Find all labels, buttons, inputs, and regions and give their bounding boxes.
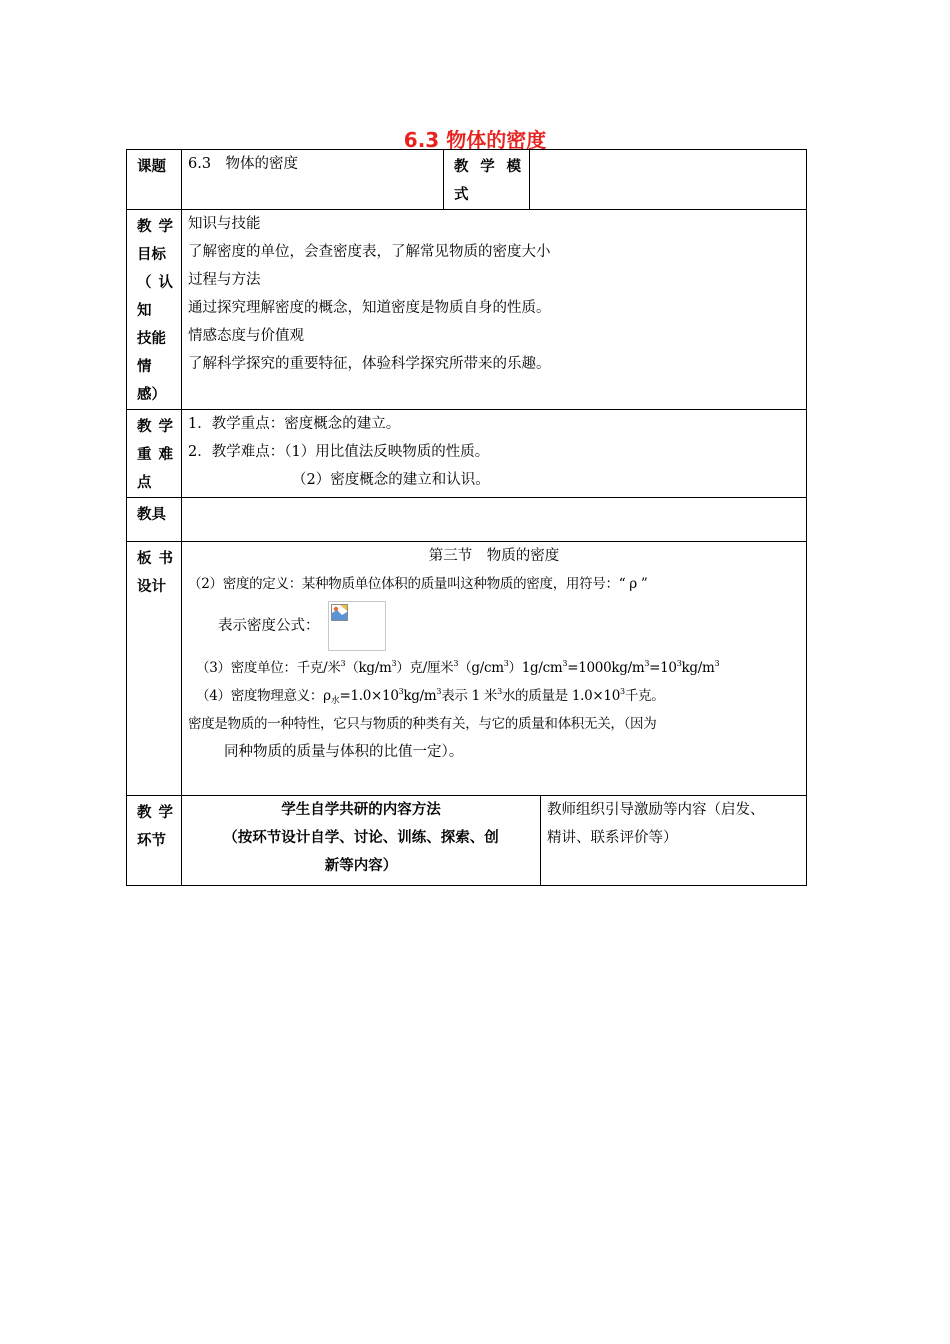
label-line: 目标 bbox=[137, 247, 166, 263]
row-teaching-steps bbox=[127, 796, 807, 886]
row-tools bbox=[127, 498, 807, 542]
label-line: 环节 bbox=[137, 833, 166, 849]
label-line: 教具 bbox=[137, 507, 166, 523]
lesson-plan-table bbox=[126, 149, 807, 886]
label-line: 板 书 bbox=[137, 551, 173, 567]
label-line: 式 bbox=[454, 187, 469, 203]
document-title: 6.3 物体的密度 bbox=[403, 128, 547, 152]
label-teaching-mode bbox=[444, 150, 530, 210]
label-line: 教 学 bbox=[137, 419, 173, 435]
topic-value: 6.3 物体的密度 bbox=[188, 156, 299, 172]
goal-line: 知识与技能 bbox=[188, 216, 261, 232]
teacher-activities-cell bbox=[541, 796, 807, 886]
student-line: 学生自学共研的内容方法 bbox=[281, 802, 441, 818]
label-teaching-steps bbox=[127, 796, 182, 886]
label-line: 感） bbox=[137, 387, 166, 403]
label-keypoints bbox=[127, 410, 182, 498]
label-line: 知 bbox=[137, 303, 152, 319]
goal-line: 通过探究理解密度的概念，知道密度是物质自身的性质。 bbox=[188, 300, 551, 316]
board-formula-row bbox=[188, 598, 800, 654]
row-topic bbox=[127, 150, 807, 210]
teacher-line: 教师组织引导激励等内容（启发、 bbox=[547, 802, 765, 818]
label-line: 设计 bbox=[137, 579, 166, 595]
goal-line: 情感态度与价值观 bbox=[188, 328, 304, 344]
teacher-line: 精讲、联系评价等） bbox=[547, 830, 678, 846]
keypoint-line: （2）密度概念的建立和认识。 bbox=[292, 472, 490, 488]
label-board-design bbox=[127, 542, 182, 796]
board-meaning-line: （4）密度物理意义：$\rho_水=1.0\times 10^3kg/m^3$表示 1 米$^3$水的质量是 $1.0\times 10^3$千克。 bbox=[196, 687, 665, 706]
row-keypoints bbox=[127, 410, 807, 498]
label-line: 点 bbox=[137, 475, 152, 491]
label-goals bbox=[127, 210, 182, 410]
keypoint-line: 1．教学重点：密度概念的建立。 bbox=[188, 416, 401, 432]
label-line: 技能 bbox=[137, 331, 166, 347]
board-heading: 第三节 物质的密度 bbox=[428, 548, 560, 564]
keypoint-line: 2．教学难点：（1）用比值法反映物质的性质。 bbox=[188, 444, 490, 460]
broken-image-icon bbox=[331, 604, 348, 621]
board-content bbox=[182, 542, 807, 796]
label-tools bbox=[127, 498, 182, 542]
label-line: 重 难 bbox=[137, 447, 173, 463]
formula-label: 表示密度公式： bbox=[218, 618, 320, 634]
label-line: 情 bbox=[137, 359, 152, 375]
student-activities-cell bbox=[182, 796, 541, 886]
label-line: 教 学 bbox=[137, 219, 173, 235]
board-note-line-1: 密度是物质的一种特性，它只与物质的种类有关，与它的质量和体积无关，（因为 bbox=[188, 716, 657, 732]
row-board-design bbox=[127, 542, 807, 796]
label-line: （ 认 bbox=[137, 275, 173, 291]
label-topic bbox=[127, 150, 182, 210]
label-line: 教 学 bbox=[137, 805, 173, 821]
topic-value-cell bbox=[182, 150, 444, 210]
goal-line: 过程与方法 bbox=[188, 272, 261, 288]
tools-value bbox=[182, 498, 807, 542]
student-line: 新等内容） bbox=[324, 858, 398, 874]
goal-line: 了解密度的单位，会查密度表，了解常见物质的密度大小 bbox=[188, 244, 551, 260]
label-line: 教 学 模 bbox=[454, 159, 521, 175]
board-note-line-2: 同种物质的质量与体积的比值一定）。 bbox=[224, 744, 464, 760]
keypoints-content bbox=[182, 410, 807, 498]
board-definition: （2）密度的定义：某种物质单位体积的质量叫这种物质的密度，用符号：“ ρ ” bbox=[188, 576, 648, 592]
formula-image-placeholder bbox=[328, 601, 386, 651]
student-line: （按环节设计自学、讨论、训练、探索、创 bbox=[223, 830, 499, 846]
teaching-mode-value bbox=[530, 150, 807, 210]
row-goals bbox=[127, 210, 807, 410]
label-line: 课题 bbox=[137, 159, 166, 175]
board-units-line: （3）密度单位：千克/米$^3(kg/m^3)$克/厘米$^3(g/cm^3)1g/cm^3=1000kg/m^3=10^3kg/m^3$ bbox=[196, 659, 720, 676]
goal-line: 了解科学探究的重要特征，体验科学探究所带来的乐趣。 bbox=[188, 356, 551, 372]
goals-content bbox=[182, 210, 807, 410]
